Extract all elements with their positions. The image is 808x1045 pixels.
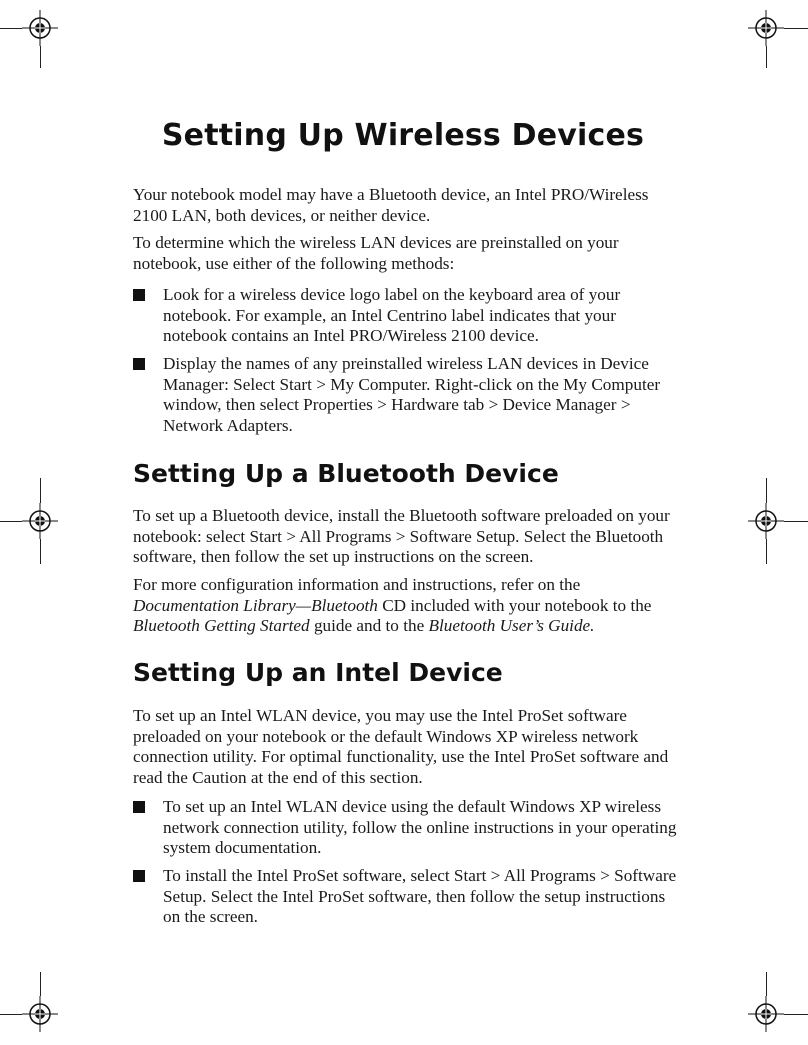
crop-mark [40,972,41,996]
intro-paragraph-2: To determine which the wireless LAN devices are preinstalled on your notebook, use either of the following methods: [133,233,619,273]
crop-mark [0,521,22,522]
list-item [133,866,678,928]
bullet-square-icon [133,358,145,370]
intel-heading: Setting Up an Intel Device [133,658,503,687]
list-item [133,285,678,347]
bullet-square-icon [133,289,145,301]
users-guide-title: Bluetooth User’s Guide. [428,616,595,636]
page-title: Setting Up Wireless Devices [161,118,645,153]
registration-mark-icon [22,10,58,46]
crop-mark [784,521,808,522]
crop-mark [766,972,767,996]
intro-paragraph-1: Your notebook model may have a Bluetooth device, an Intel PRO/Wireless 2100 LAN, both devices, or neither device. [133,185,649,225]
crop-mark [40,539,41,564]
registration-mark-icon [22,996,58,1032]
registration-mark-icon [22,503,58,539]
crop-mark [0,1014,22,1015]
bullet-square-icon [133,870,145,882]
crop-mark [40,46,41,68]
crop-mark [784,28,808,29]
list-item-text: To install the Intel ProSet software, select Start > All Programs > Software Setup. Select the Intel ProSet software, then follow the setup instructions on the screen. [163,866,677,927]
registration-mark-icon [748,10,784,46]
registration-mark-icon [748,996,784,1032]
getting-started-title: Bluetooth Getting Started [133,616,310,636]
intel-paragraph-1: To set up an Intel WLAN device, you may use the Intel ProSet software preloaded on your notebook or the default Windows XP wireless network connection utility. For optimal functionality, use the Intel ProSet software and read the Caution at the end of this section. [133,706,669,787]
doc-library-title: Documentation Library—Bluetooth [133,595,378,615]
crop-mark [766,539,767,564]
list-item-text: To set up an Intel WLAN device using the default Windows XP wireless network connection utility, follow the online instructions in your operating system documentation. [163,797,677,858]
list-item-text: Display the names of any preinstalled wireless LAN devices in Device Manager: Select Start > My Computer. Right-click on the My Computer window, then select Properties > Hardware tab > Device Manager > Network Adapters. [163,354,661,435]
crop-mark [0,28,22,29]
registration-mark-icon [748,503,784,539]
bluetooth-paragraph-2: For more configuration information and instructions, refer on the Documentation Library—Bluetooth CD included with your notebook to the Bluetooth Getting Started guide and to the Bluetooth User’s Guide. [133,575,652,636]
crop-mark [40,478,41,503]
bullet-square-icon [133,801,145,813]
crop-mark [784,1014,808,1015]
list-item [133,797,678,859]
list-item [133,354,678,436]
crop-mark [766,478,767,503]
list-item-text: Look for a wireless device logo label on the keyboard area of your notebook. For example, an Intel Centrino label indicates that your notebook contains an Intel PRO/Wireless 2100 device. [163,285,621,346]
bluetooth-heading: Setting Up a Bluetooth Device [133,459,559,488]
crop-mark [766,46,767,68]
bluetooth-paragraph-1: To set up a Bluetooth device, install the Bluetooth software preloaded on your notebook: select Start > All Programs > Software Setup. Select the Bluetooth software, then follow the set up instructions on the screen. [133,506,670,567]
